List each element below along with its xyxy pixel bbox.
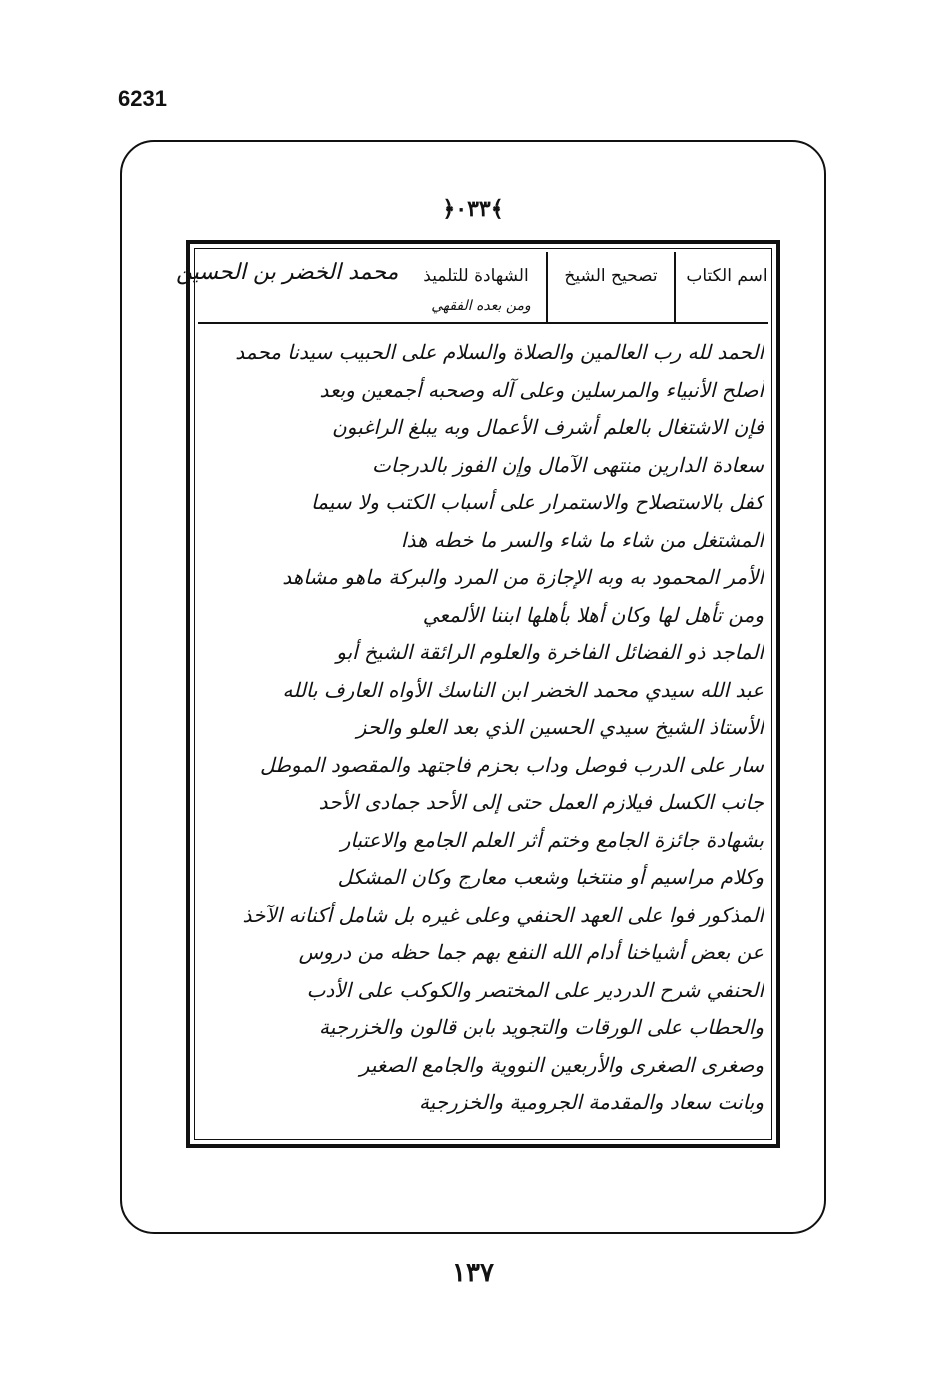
body-line: سعادة الدارين منتهى الآمال وإن الفوز بالدرجات xyxy=(371,452,764,477)
handwritten-student-name: محمد الخضر بن الحسين xyxy=(176,260,399,285)
page-number: ١٣٧ xyxy=(452,1258,494,1288)
column-header-student-certificate: الشهادة للتلميذ xyxy=(423,266,529,286)
certificate-box xyxy=(176,240,780,1148)
body-line: بشهادة جائزة الجامع وختم أثر العلم الجامع والاعتبار xyxy=(340,827,764,852)
body-line: وصغرى الصغرى والأربعين النووية والجامع الصغير xyxy=(359,1052,764,1077)
body-line: الماجد ذو الفضائل الفاخرة والعلوم الرائقة الشيخ أبو xyxy=(336,640,764,664)
folio-number: ﴿٠٣٣﴾ xyxy=(442,196,504,222)
catalog-number: 6231 xyxy=(118,86,167,111)
body-line: وبانت سعاد والمقدمة الجرومية والخزرجية xyxy=(418,1090,764,1114)
body-line: وكلام مراسيم أو منتخبا وشعب معارج وكان المشكل xyxy=(337,865,764,889)
body-line: عن بعض أشياخنا أدام الله النفع بهم جما حظه من دروس xyxy=(298,940,764,964)
body-line: المشتغل من شاء ما شاء والسر ما خطه هذا xyxy=(400,527,764,552)
body-line: والحطاب على الورقات والتجويد بابن قالون والخزرجية xyxy=(319,1015,764,1039)
body-line: عبد الله سيدي محمد الخضر ابن الناسك الأواه العارف بالله xyxy=(282,677,764,702)
body-line: كفل بالاستصلاح والاستمرار على أسباب الكتب ولا سيما xyxy=(311,490,764,514)
body-line: ومن تأهل لها وكان أهلا بأهلها ابننا الألمعي xyxy=(422,602,764,627)
certificate-body-text xyxy=(204,334,764,1130)
body-line: المذكور فوا على العهد الحنفي وعلى غيره بل شامل أكنانه الآخذ xyxy=(242,902,764,927)
body-line: الحنفي شرح الدردير على المختصر والكوكب على الأدب xyxy=(306,977,764,1002)
body-line: أصلح الأنبياء والمرسلين وعلى آله وصحبه أجمعين وبعد xyxy=(319,377,764,402)
column-header-sheikh-correction: تصحيح الشيخ xyxy=(564,266,658,286)
body-line: فإن الاشتغال بالعلم أشرف الأعمال وبه يبلغ الراغبون xyxy=(332,415,764,439)
body-line: الأمر المحمود به وبه الإجازة من المرد والبركة ماهو مشاهد xyxy=(282,565,764,589)
column-divider-middle xyxy=(546,252,548,322)
body-line: جانب الكسل فيلازم العمل حتى إلى الأحد جمادى الأحد xyxy=(318,790,764,814)
body-line: الحمد لله رب العالمين والصلاة والسلام على الحبيب سيدنا محمد xyxy=(235,340,764,364)
column-divider-right xyxy=(674,252,676,322)
body-line: الأستاذ الشيخ سيدي الحسين الذي بعد العلو والحز xyxy=(356,715,764,739)
column-header-book-name: اسم الكتاب xyxy=(686,266,768,286)
header-row xyxy=(176,252,768,324)
body-line: سار على الدرب فوصل وداب بحزم فاجتهد والمقصود الموطل xyxy=(259,752,764,777)
certificate-note: ومن بعده الفقهي xyxy=(431,298,531,314)
